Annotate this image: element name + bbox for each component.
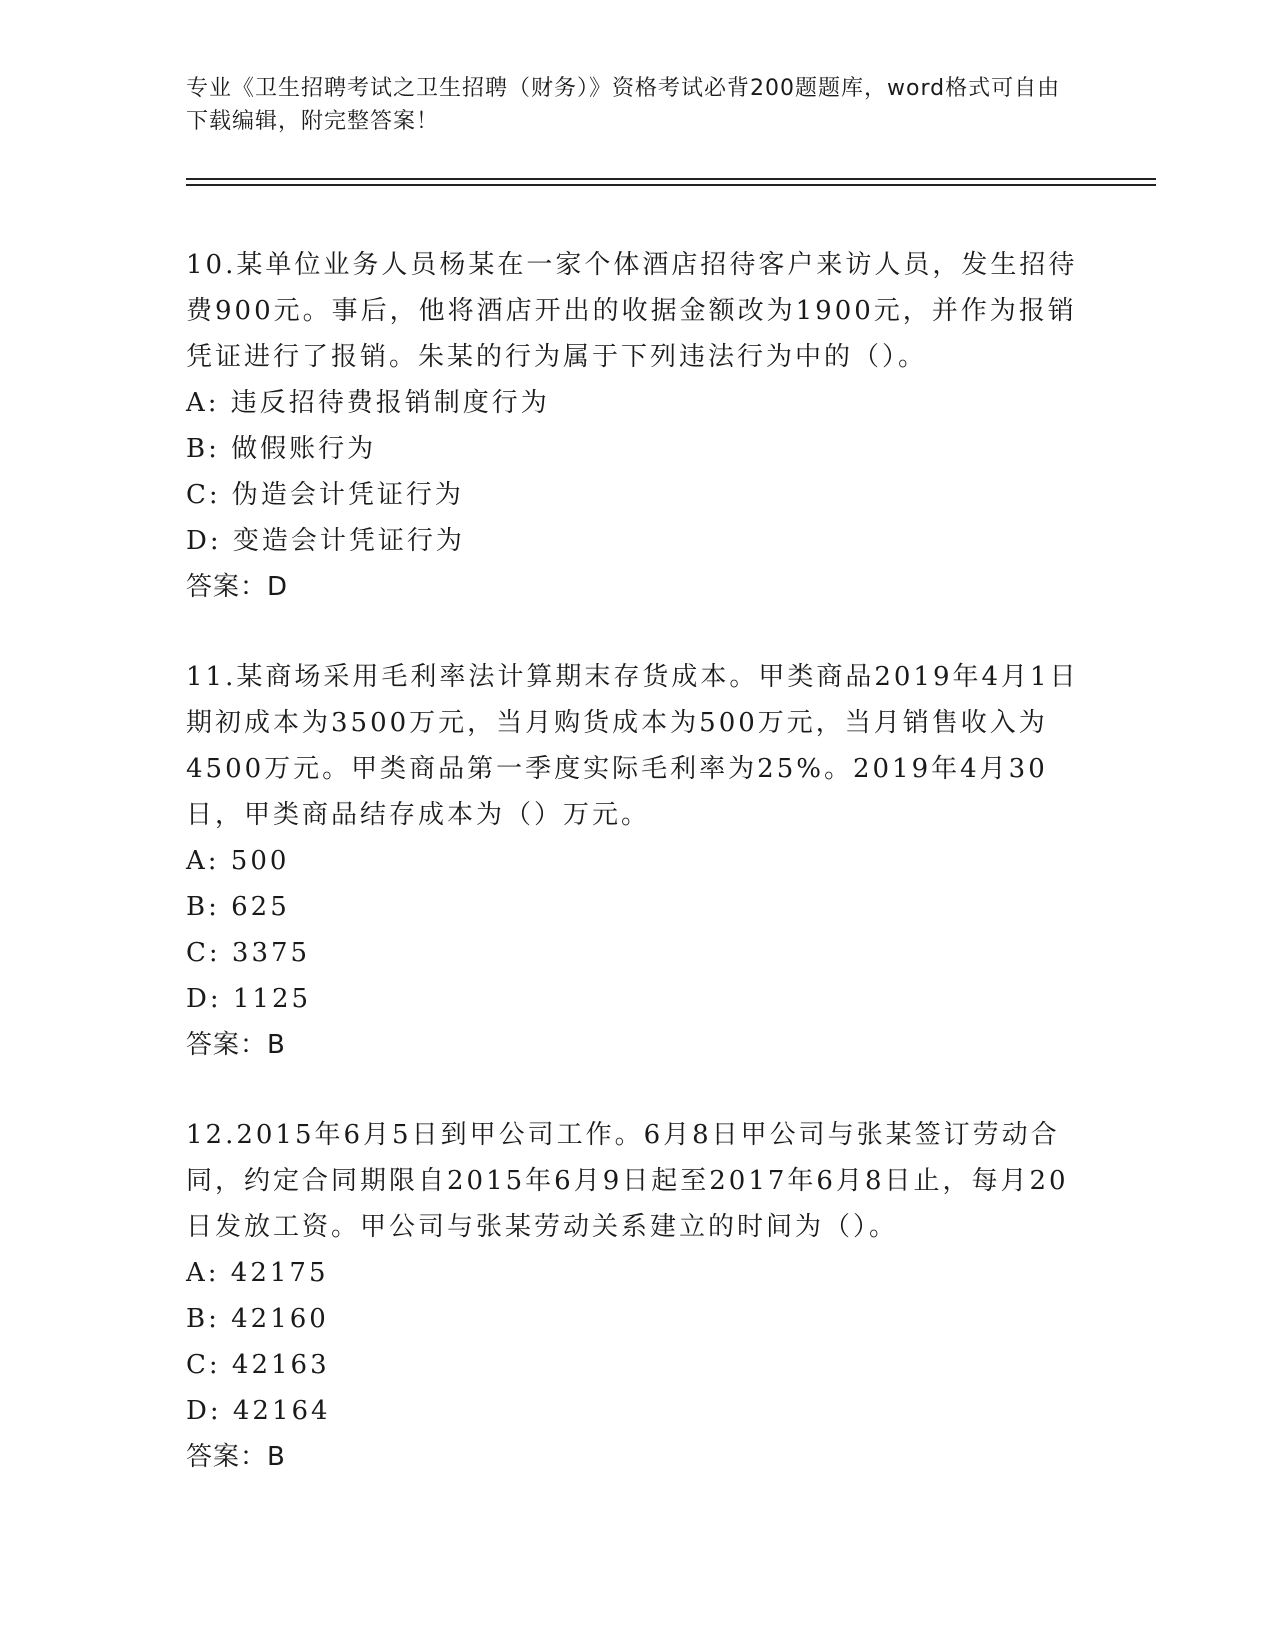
answer-line: 答案：B — [186, 1030, 286, 1060]
question-list — [186, 242, 1156, 1480]
option-d: D: 42164 — [186, 1396, 331, 1426]
question-stem: 11.某商场采用毛利率法计算期末存货成本。甲类商品2019年4月1日期初成本为3500万元，当月购货成本为500万元，当月销售收入为4500万元。甲类商品第一季度实际毛利率为25%。2019年4月30日，甲类商品结存成本为（）万元。 — [186, 662, 1079, 830]
option-d: D: 变造会计凭证行为 — [186, 526, 465, 556]
option-b: B: 42160 — [186, 1304, 329, 1334]
option-list — [186, 380, 1156, 564]
option-b: B: 做假账行为 — [186, 434, 377, 464]
answer-line: 答案：D — [186, 572, 289, 602]
option-c: C: 42163 — [186, 1350, 330, 1380]
document-page — [186, 72, 1156, 1524]
answer-line: 答案：B — [186, 1442, 286, 1472]
option-c: C: 3375 — [186, 938, 311, 968]
question-stem: 10.某单位业务人员杨某在一家个体酒店招待客户来访人员，发生招待费900元。事后，他将酒店开出的收据金额改为1900元，并作为报销凭证进行了报销。朱某的行为属于下列违法行为中的（）。 — [186, 250, 1078, 372]
option-b: B: 625 — [186, 892, 290, 922]
question-stem: 12.2015年6月5日到甲公司工作。6月8日甲公司与张某签订劳动合同，约定合同期限自2015年6月9日起至2017年6月8日止，每月20日发放工资。甲公司与张某劳动关系建立的时间为（）。 — [186, 1120, 1069, 1242]
option-a: A: 500 — [186, 846, 290, 876]
option-list — [186, 1250, 1156, 1434]
option-c: C: 伪造会计凭证行为 — [186, 480, 464, 510]
option-a: A: 42175 — [186, 1258, 329, 1288]
question-item — [186, 654, 1156, 1068]
option-list — [186, 838, 1156, 1022]
option-a: A: 违反招待费报销制度行为 — [186, 388, 550, 418]
option-d: D: 1125 — [186, 984, 312, 1014]
question-item — [186, 1112, 1156, 1480]
question-item — [186, 242, 1156, 610]
document-header: 专业《卫生招聘考试之卫生招聘（财务）》资格考试必背200题题库，word格式可自由下载编辑，附完整答案！ — [186, 76, 1061, 134]
header-divider — [186, 178, 1156, 186]
